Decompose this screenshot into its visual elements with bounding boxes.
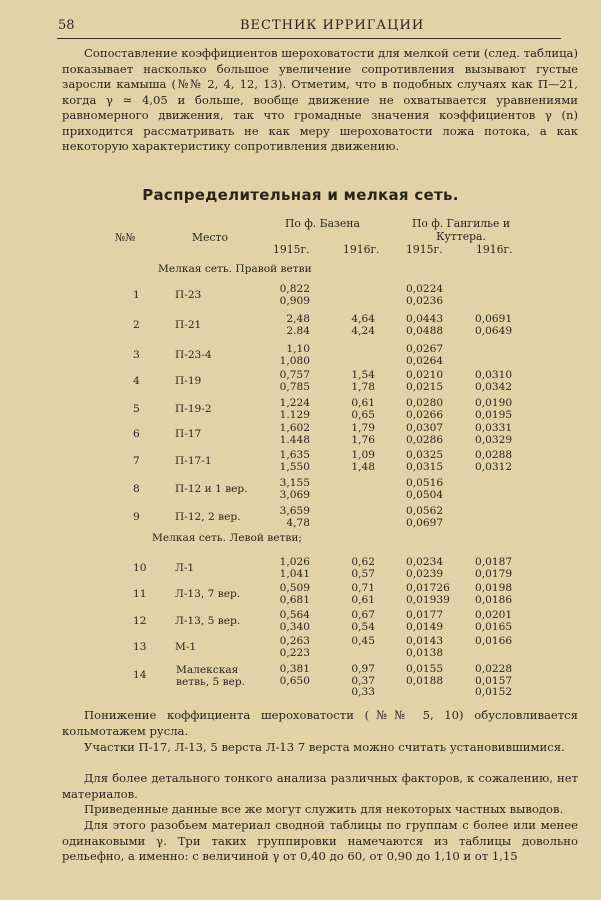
value-g15: 0,0138 xyxy=(406,646,444,659)
row-number: 1 xyxy=(133,289,140,301)
value-b16: 0,61 xyxy=(351,397,375,409)
value-b15: 1,080 xyxy=(279,354,310,367)
value-b16: 0,97 xyxy=(351,663,375,675)
value-g15: 0,0504 xyxy=(406,488,444,501)
value-b16: 1,48 xyxy=(351,460,375,473)
row-place: П-21 xyxy=(175,319,202,331)
col-header-bazen-1916: 1916г. xyxy=(343,243,380,256)
row-place: Л-13, 5 вер. xyxy=(175,615,241,627)
row-place: П-23 xyxy=(175,289,202,301)
group-label-right-branch: Мелкая сеть. Правой ветви xyxy=(158,263,312,275)
value-g16: 0,0228 xyxy=(475,663,513,675)
row-number: 13 xyxy=(133,641,147,653)
value-g15: 0,0188 xyxy=(406,674,444,687)
row-place: П-19 xyxy=(175,375,202,387)
value-b16: 0,61 xyxy=(351,593,375,606)
value-g16: 0,0691 xyxy=(475,313,513,325)
row-place: ветвь, 5 вер. xyxy=(176,676,246,688)
value-g15: 0,0143 xyxy=(406,635,444,647)
row-place: П-12 и 1 вер. xyxy=(175,483,248,495)
value-b16: 1,54 xyxy=(351,369,375,381)
row-number: 5 xyxy=(133,403,140,415)
value-g16: 0,0179 xyxy=(475,567,513,580)
col-header-number: №№ xyxy=(115,231,136,244)
value-g15: 0,0443 xyxy=(406,313,444,325)
value-b15: 0,509 xyxy=(279,582,310,594)
row-number: 6 xyxy=(133,428,140,440)
body-paragraph: Приведенные данные все же могут служить для некоторых частных выводов. xyxy=(84,802,564,816)
section-title: Распределительная и мелкая сеть. xyxy=(142,186,459,204)
value-b15: 0,785 xyxy=(279,380,310,393)
value-g16: 0,0201 xyxy=(475,609,513,621)
col-header-ganguillet: По ф. Гангилье и Куттера. xyxy=(411,217,511,243)
value-b15: 0,650 xyxy=(279,674,310,687)
value-g15: 0,0239 xyxy=(406,567,444,580)
value-g15: 0,0280 xyxy=(406,397,444,409)
row-place: П-17-1 xyxy=(175,455,212,467)
row-number: 9 xyxy=(133,511,140,523)
value-g16: 0,0331 xyxy=(475,422,513,434)
value-b16: 0,57 xyxy=(351,567,375,580)
value-b15: 0,757 xyxy=(279,369,310,381)
value-b16: 0,37 xyxy=(351,674,375,687)
value-g16: 0,0166 xyxy=(475,635,513,647)
col-header-ganguillet-1915: 1915г. xyxy=(406,243,443,256)
value-g16: 0,0329 xyxy=(475,433,513,446)
value-b15: 0,822 xyxy=(279,283,310,295)
value-b16: 0,67 xyxy=(351,609,375,621)
row-number: 3 xyxy=(133,349,140,361)
row-place: Малекская xyxy=(176,664,239,676)
value-b15: 1,635 xyxy=(279,449,310,461)
value-g16: 0,0312 xyxy=(475,460,513,473)
value-b16: 0,54 xyxy=(351,620,375,633)
row-place: Л-13, 7 вер. xyxy=(175,588,241,600)
value-b15: 1,026 xyxy=(279,556,310,568)
row-place: П-12, 2 вер. xyxy=(175,511,241,523)
value-b16: 4,64 xyxy=(351,313,375,325)
value-g15: 0,0697 xyxy=(406,516,444,529)
row-number: 11 xyxy=(133,588,147,600)
value-g15: 0,0149 xyxy=(406,620,444,633)
value-b16: 0,71 xyxy=(351,582,375,594)
body-paragraph: Понижение коффициента шероховатости (№№ 5, 10) обусловливается кольмотажем русла. xyxy=(62,708,578,738)
value-g15: 0,0155 xyxy=(406,663,444,675)
value-b15: 1,602 xyxy=(279,422,310,434)
value-b16: 4,24 xyxy=(351,324,375,337)
value-b15: 3,069 xyxy=(279,488,310,501)
col-header-ganguillet-1916: 1916г. xyxy=(476,243,513,256)
value-g15: 0,01939 xyxy=(406,593,450,606)
body-paragraph: Участки П-17, Л-13, 5 верста Л-13 7 верста можно считать установившимися. xyxy=(84,740,565,754)
value-b15: 0,681 xyxy=(279,593,310,606)
value-g16: 0,0186 xyxy=(475,593,513,606)
row-number: 10 xyxy=(133,562,147,574)
row-number: 2 xyxy=(133,319,140,331)
intro-paragraph: Сопоставление коэффициентов шероховатости для мелкой сети (след. таблица) показывает насколько большое увеличение сопротивления вызывают густые заросли камыша (№№ 2, 4, 12, 13). Отметим, что в подобных случаях как П—21, когда γ ≃ 4,05 и больше, вообще движение не охватывается уравнениями равномерного движения, так что громадные значения коэффициентов γ (n) приходится рассматривать не как меру шероховатости ложа потока, а как некоторую характеристику сопротивления движению. xyxy=(62,46,578,153)
value-g15: 0,01726 xyxy=(406,582,450,594)
value-b16: 1,78 xyxy=(351,380,375,393)
value-g15: 0,0562 xyxy=(406,505,444,517)
value-g16: 0,0152 xyxy=(475,686,513,698)
value-g16: 0,0288 xyxy=(475,449,513,461)
value-g16: 0,0198 xyxy=(475,582,513,594)
value-b16: 1,09 xyxy=(351,449,375,461)
value-b15: 0,340 xyxy=(279,620,310,633)
value-b16: 1,76 xyxy=(351,433,375,446)
value-g16: 0,0187 xyxy=(475,556,513,568)
value-g16: 0,0310 xyxy=(475,369,513,381)
value-b16: 0,65 xyxy=(351,408,375,421)
col-header-place: Место xyxy=(192,231,228,244)
row-place: П-23-4 xyxy=(175,349,212,361)
value-b15: 1,041 xyxy=(279,567,310,580)
value-b15: 0,263 xyxy=(279,635,310,647)
value-b16: 0,45 xyxy=(351,635,375,647)
value-g15: 0,0210 xyxy=(406,369,444,381)
value-b15: 0,564 xyxy=(279,609,310,621)
value-g16: 0,0649 xyxy=(475,324,513,337)
row-number: 8 xyxy=(133,483,140,495)
col-header-bazen: По ф. Базена xyxy=(285,217,360,230)
value-g15: 0,0264 xyxy=(406,354,444,367)
value-b15: 1,550 xyxy=(279,460,310,473)
value-g15: 0,0286 xyxy=(406,433,444,446)
running-header xyxy=(0,18,601,38)
body-paragraph: Для более детального тонкого анализа различных факторов, к сожалению, нет материалов. xyxy=(62,771,578,801)
row-number: 14 xyxy=(133,669,147,681)
body-paragraph: Для этого разобьем материал сводной таблицы по группам с более или менее одинаковыми γ. Три таких группировки намечаются из таблицы довольно рельефно, а именно: с величиной γ от 0,40 до 60, от 0,90 до 1,10 и от 1,15 xyxy=(62,818,578,863)
value-b15: 1.129 xyxy=(279,408,310,421)
value-g15: 0,0267 xyxy=(406,343,444,355)
value-g15: 0,0234 xyxy=(406,556,444,568)
value-b15: 1.448 xyxy=(279,433,310,446)
value-b15: 2,48 xyxy=(286,313,310,325)
value-g15: 0,0215 xyxy=(406,380,444,393)
value-b15: 1,224 xyxy=(279,397,310,409)
row-number: 4 xyxy=(133,375,140,387)
col-header-bazen-1915: 1915г. xyxy=(273,243,310,256)
value-b15: 3,659 xyxy=(279,505,310,517)
value-b15: 1,10 xyxy=(286,343,310,355)
value-g16: 0,0157 xyxy=(475,674,513,687)
value-g15: 0,0325 xyxy=(406,449,444,461)
row-place: М-1 xyxy=(175,641,197,653)
group-label-left-branch: Мелкая сеть. Левой ветви; xyxy=(152,532,302,544)
page-number: 58 xyxy=(58,18,75,33)
value-b15: 0,223 xyxy=(279,646,310,659)
value-b15: 2.84 xyxy=(286,324,310,337)
row-place: П-17 xyxy=(175,428,202,440)
row-number: 12 xyxy=(133,615,147,627)
value-b15: 4,78 xyxy=(286,516,310,529)
value-g16: 0,0165 xyxy=(475,620,513,633)
value-g15: 0,0516 xyxy=(406,477,444,489)
row-number: 7 xyxy=(133,455,140,467)
journal-title: ВЕСТНИК ИРРИГАЦИИ xyxy=(240,18,425,33)
value-g15: 0,0315 xyxy=(406,460,444,473)
value-g15: 0,0177 xyxy=(406,609,444,621)
header-rule xyxy=(57,38,561,39)
value-g16: 0,0190 xyxy=(475,397,513,409)
value-g15: 0,0488 xyxy=(406,324,444,337)
value-b16: 0,33 xyxy=(351,686,375,698)
value-b15: 0,909 xyxy=(279,294,310,307)
value-g15: 0,0224 xyxy=(406,283,444,295)
value-b15: 0,381 xyxy=(279,663,310,675)
value-g16: 0,0195 xyxy=(475,408,513,421)
value-g15: 0,0236 xyxy=(406,294,444,307)
value-b16: 0,62 xyxy=(351,556,375,568)
value-b16: 1,79 xyxy=(351,422,375,434)
value-g15: 0,0307 xyxy=(406,422,444,434)
value-g16: 0,0342 xyxy=(475,380,513,393)
row-place: П-19-2 xyxy=(175,403,212,415)
row-place: Л-1 xyxy=(175,562,195,574)
value-g15: 0,0266 xyxy=(406,408,444,421)
value-b15: 3,155 xyxy=(279,477,310,489)
